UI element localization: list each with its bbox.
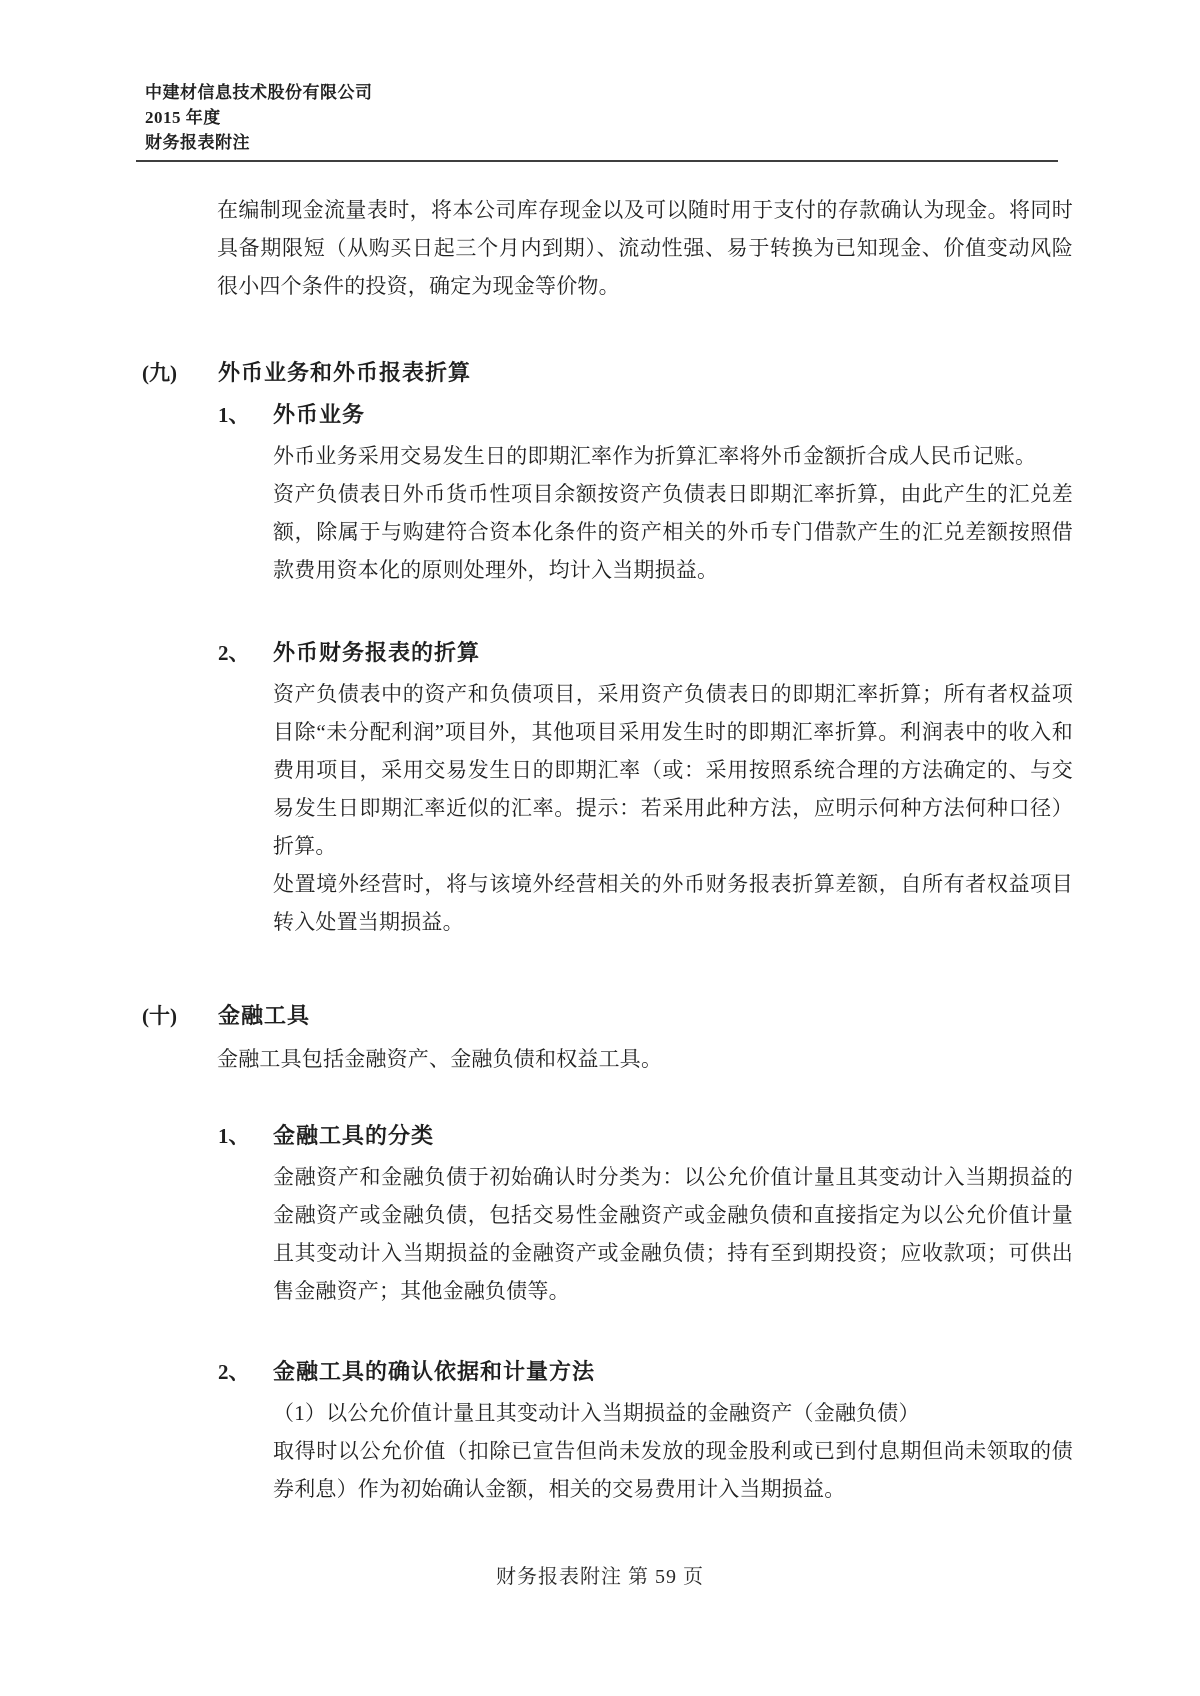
section-financial-instruments bbox=[0, 997, 1200, 1508]
document-header bbox=[145, 0, 1200, 155]
subsection-10-2-paragraph: （1）以公允价值计量且其变动计入当期损益的金融资产（金融负债） bbox=[273, 1401, 920, 1425]
subsection-10-1-paragraph: 金融资产和金融负债于初始确认时分类为：以公允价值计量且其变动计入当期损益的金融资产或金融负债，包括交易性金融资产或金融负债和直接指定为以公允价值计量且其变动计入当期损益的金融资产或金融负债；持有至到期投资；应收款项；可供出售金融资产；其他金融负债等。 bbox=[273, 1165, 1073, 1303]
subsection-9-1-heading bbox=[218, 396, 1200, 434]
subsection-10-1-title: 金融工具的分类 bbox=[273, 1123, 435, 1148]
section-10-label: (十) bbox=[142, 1004, 177, 1028]
subsection-10-2 bbox=[0, 1353, 1200, 1508]
section-9-label: (九) bbox=[142, 361, 177, 385]
subsection-9-1-number: 1、 bbox=[218, 403, 250, 427]
doc-type: 财务报表附注 bbox=[145, 133, 250, 152]
subsection-10-2-title: 金融工具的确认依据和计量方法 bbox=[273, 1359, 596, 1384]
subsection-10-1 bbox=[0, 1117, 1200, 1310]
subsection-9-1 bbox=[0, 396, 1200, 589]
footer-page-label: 财务报表附注 第 59 页 bbox=[496, 1566, 704, 1588]
section-10-heading bbox=[142, 997, 1200, 1035]
cash-equivalents-paragraph: 在编制现金流量表时，将本公司库存现金以及可以随时用于支付的存款确认为现金。将同时具备期限短（从购买日起三个月内到期）、流动性强、易于转换为已知现金、价值变动风险很小四个条件的投资，确定为现金等价物。 bbox=[217, 198, 1073, 298]
section-9-title: 外币业务和外币报表折算 bbox=[218, 360, 472, 385]
subsection-10-1-number: 1、 bbox=[218, 1124, 250, 1148]
subsection-10-2-heading bbox=[218, 1353, 1200, 1391]
fiscal-year: 2015 年度 bbox=[145, 108, 221, 127]
subsection-10-1-heading bbox=[218, 1117, 1200, 1155]
subsection-9-2 bbox=[0, 634, 1200, 941]
subsection-10-2-paragraph: 取得时以公允价值（扣除已宣告但尚未发放的现金股利或已到付息期但尚未领取的债券利息）作为初始确认金额，相关的交易费用计入当期损益。 bbox=[273, 1439, 1073, 1501]
subsection-9-2-heading bbox=[218, 634, 1200, 672]
subsection-9-2-number: 2、 bbox=[218, 641, 250, 665]
subsection-9-1-paragraph: 资产负债表日外币货币性项目余额按资产负债表日即期汇率折算，由此产生的汇兑差额，除属于与购建符合资本化条件的资产相关的外币专门借款产生的汇兑差额按照借款费用资本化的原则处理外，均计入当期损益。 bbox=[273, 482, 1073, 582]
subsection-10-2-number: 2、 bbox=[218, 1360, 250, 1384]
section-foreign-currency bbox=[0, 354, 1200, 941]
header-divider bbox=[136, 160, 1058, 162]
section-10-title: 金融工具 bbox=[218, 1003, 311, 1028]
section-9-heading bbox=[142, 354, 1200, 392]
subsection-9-2-title: 外币财务报表的折算 bbox=[273, 640, 481, 665]
subsection-9-2-paragraph: 资产负债表中的资产和负债项目，采用资产负债表日的即期汇率折算；所有者权益项目除“未分配利润”项目外，其他项目采用发生时的即期汇率折算。利润表中的收入和费用项目，采用交易发生日的即期汇率（或：采用按照系统合理的方法确定的、与交易发生日即期汇率近似的汇率。提示：若采用此种方法，应明示何种方法何种口径）折算。 bbox=[273, 682, 1073, 858]
subsection-9-1-title: 外币业务 bbox=[273, 402, 366, 427]
section-10-intro: 金融工具包括金融资产、金融负债和权益工具。 bbox=[217, 1047, 663, 1071]
subsection-9-2-paragraph: 处置境外经营时，将与该境外经营相关的外币财务报表折算差额，自所有者权益项目转入处置当期损益。 bbox=[273, 872, 1073, 934]
company-name: 中建材信息技术股份有限公司 bbox=[145, 83, 373, 102]
page-footer bbox=[0, 1562, 1200, 1592]
subsection-9-1-paragraph: 外币业务采用交易发生日的即期汇率作为折算汇率将外币金额折合成人民币记账。 bbox=[273, 444, 1037, 468]
